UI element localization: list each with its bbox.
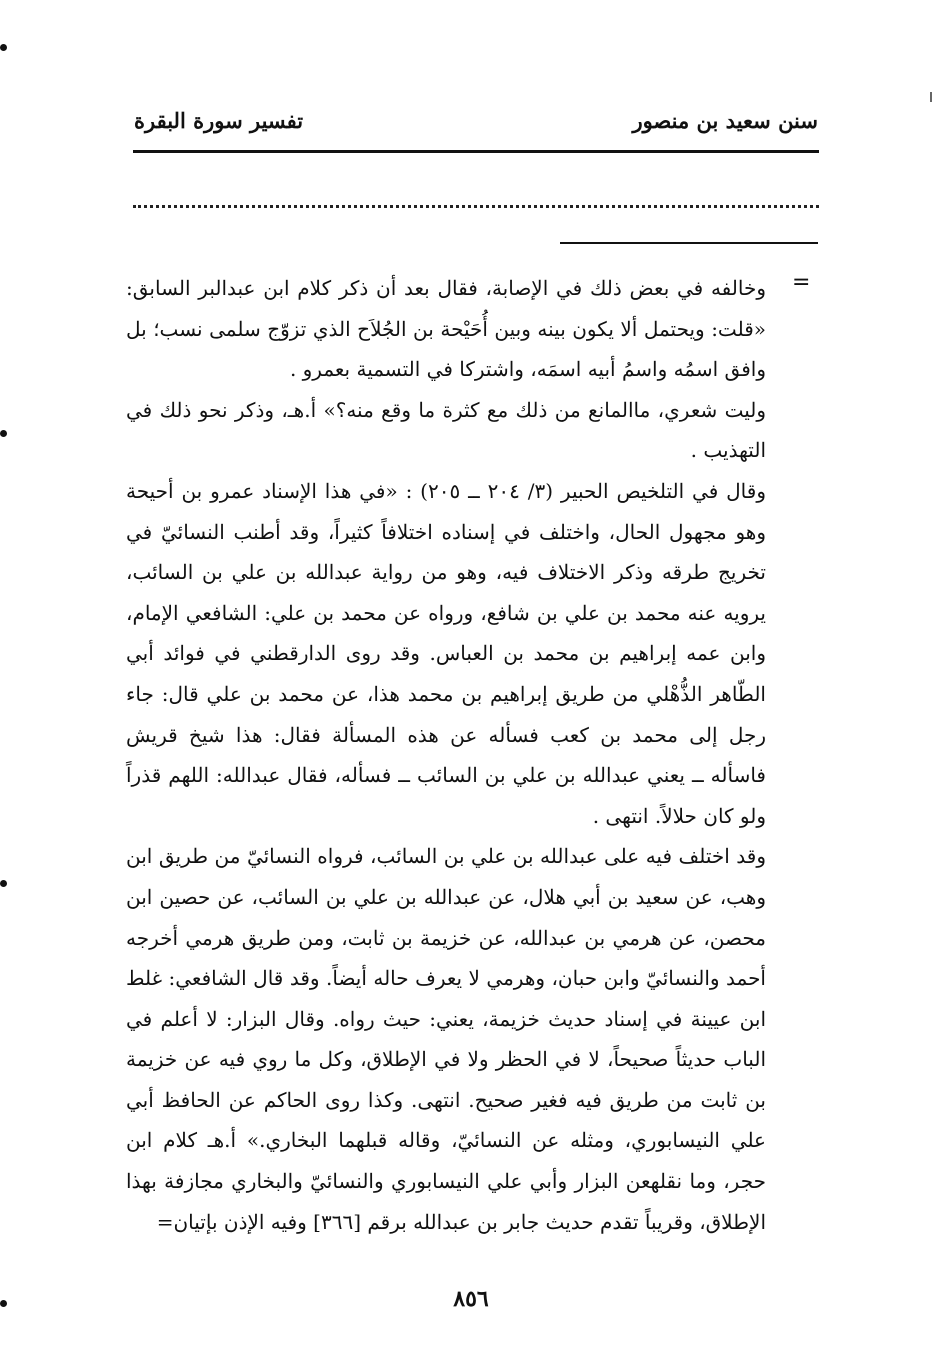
- page-number: ٨٥٦: [453, 1286, 489, 1312]
- paragraph-4: وقد اختلف فيه على عبدالله بن علي بن السائب، فرواه النسائيّ من طريق ابن وهب، عن سعيد بن أبي هلال، عن عبدالله بن علي بن السائب، عن حصين ابن محصن، عن هرمي بن عبدالله، عن خزيمة بن ثابت، ومن طريق هرمي أخرجه أحمد والنسائيّ وابن حبان، وهرمي لا يعرف حاله أيضاً. وقد قال الشافعي: غلط ابن عيينة في إسناد حديث خزيمة، يعني: حيث رواه. وقال البزار: لا أعلم في الباب حديثاً صحيحاً، لا في الحظر ولا في الإطلاق، وكل ما روي فيه عن خزيمة بن ثابت من طريق فيه فغير صحيح. انتهى. وكذا روى الحاكم عن الحافظ أبي علي النيسابوري، ومثله عن النسائيّ، وقاله قبلهما البخاري.» أ.هـ كلام ابن حجر، وما نقلهعن البزار وأبي علي النيسابوري والنسائيّ والبخاري مجازفة بهذا الإطلاق، وقريباً تقدم حديث جابر بن عبدالله برقم [٣٦٦] وفيه الإذن بإتيان=: [126, 844, 766, 1234]
- book-title: سنن سعيد بن منصور: [632, 108, 818, 133]
- binding-hole-mark: [0, 44, 7, 51]
- continuation-mark: =: [792, 270, 811, 295]
- paragraph-2: وليت شعري، ماالمانع من ذلك مع كثرة ما وقع منه؟» أ.هـ، وذكر نحو ذلك في التهذيب .: [126, 397, 766, 463]
- dotted-separator: [133, 205, 819, 208]
- paragraph-1: وخالفه في بعض ذلك في الإصابة، فقال بعد أن ذكر كلام ابن عبدالبر السابق: «قلت: ويحتمل ألا يكون بينه وبين أُحَيْحة بن الجُلاَح الذي تزوّج سلمى نسب؛ بل وافق اسمُه واسمُ أبيه اسمَه، واشتركا في التسمية بعمرو .: [126, 276, 766, 382]
- header-rule: [133, 150, 819, 153]
- footnote-body: [126, 268, 766, 1242]
- paragraph-3: وقال في التلخيص الحبير (٣/ ٢٠٤ ــ ٢٠٥) : «في هذا الإسناد عمرو بن أحيحة وهو مجهول الحال، واختلف في إسناده اختلافاً كثيراً، وقد أطنب النسائيّ في تخريج طرقه وذكر الاختلاف فيه، وهو من رواية عبدالله بن علي بن السائب، يرويه عنه محمد بن علي بن شافع، ورواه عن محمد بن علي: الشافعي الإمام، وابن عمه إبراهيم بن محمد بن العباس. وقد روى الدارقطني في فوائد أبي الطّاهر الذُّهْلي من طريق إبراهيم بن محمد هذا، عن محمد بن علي قال: جاء رجل إلى محمد بن كعب فسأله عن هذه المسألة فقال: هذا شيخ قريش فاسأله ــ يعني عبدالله بن علي بن السائب ــ فسأله، فقال عبدالله: اللهم قذراً ولو كان حلالاً. انتهى .: [126, 478, 766, 828]
- binding-hole-mark: [0, 430, 7, 437]
- footnote-rule: [560, 242, 818, 244]
- running-header: [134, 108, 818, 148]
- section-title: تفسير سورة البقرة: [134, 108, 304, 133]
- scan-edge-mark: [930, 92, 932, 102]
- binding-hole-mark: [0, 880, 7, 887]
- binding-hole-mark: [0, 1300, 7, 1307]
